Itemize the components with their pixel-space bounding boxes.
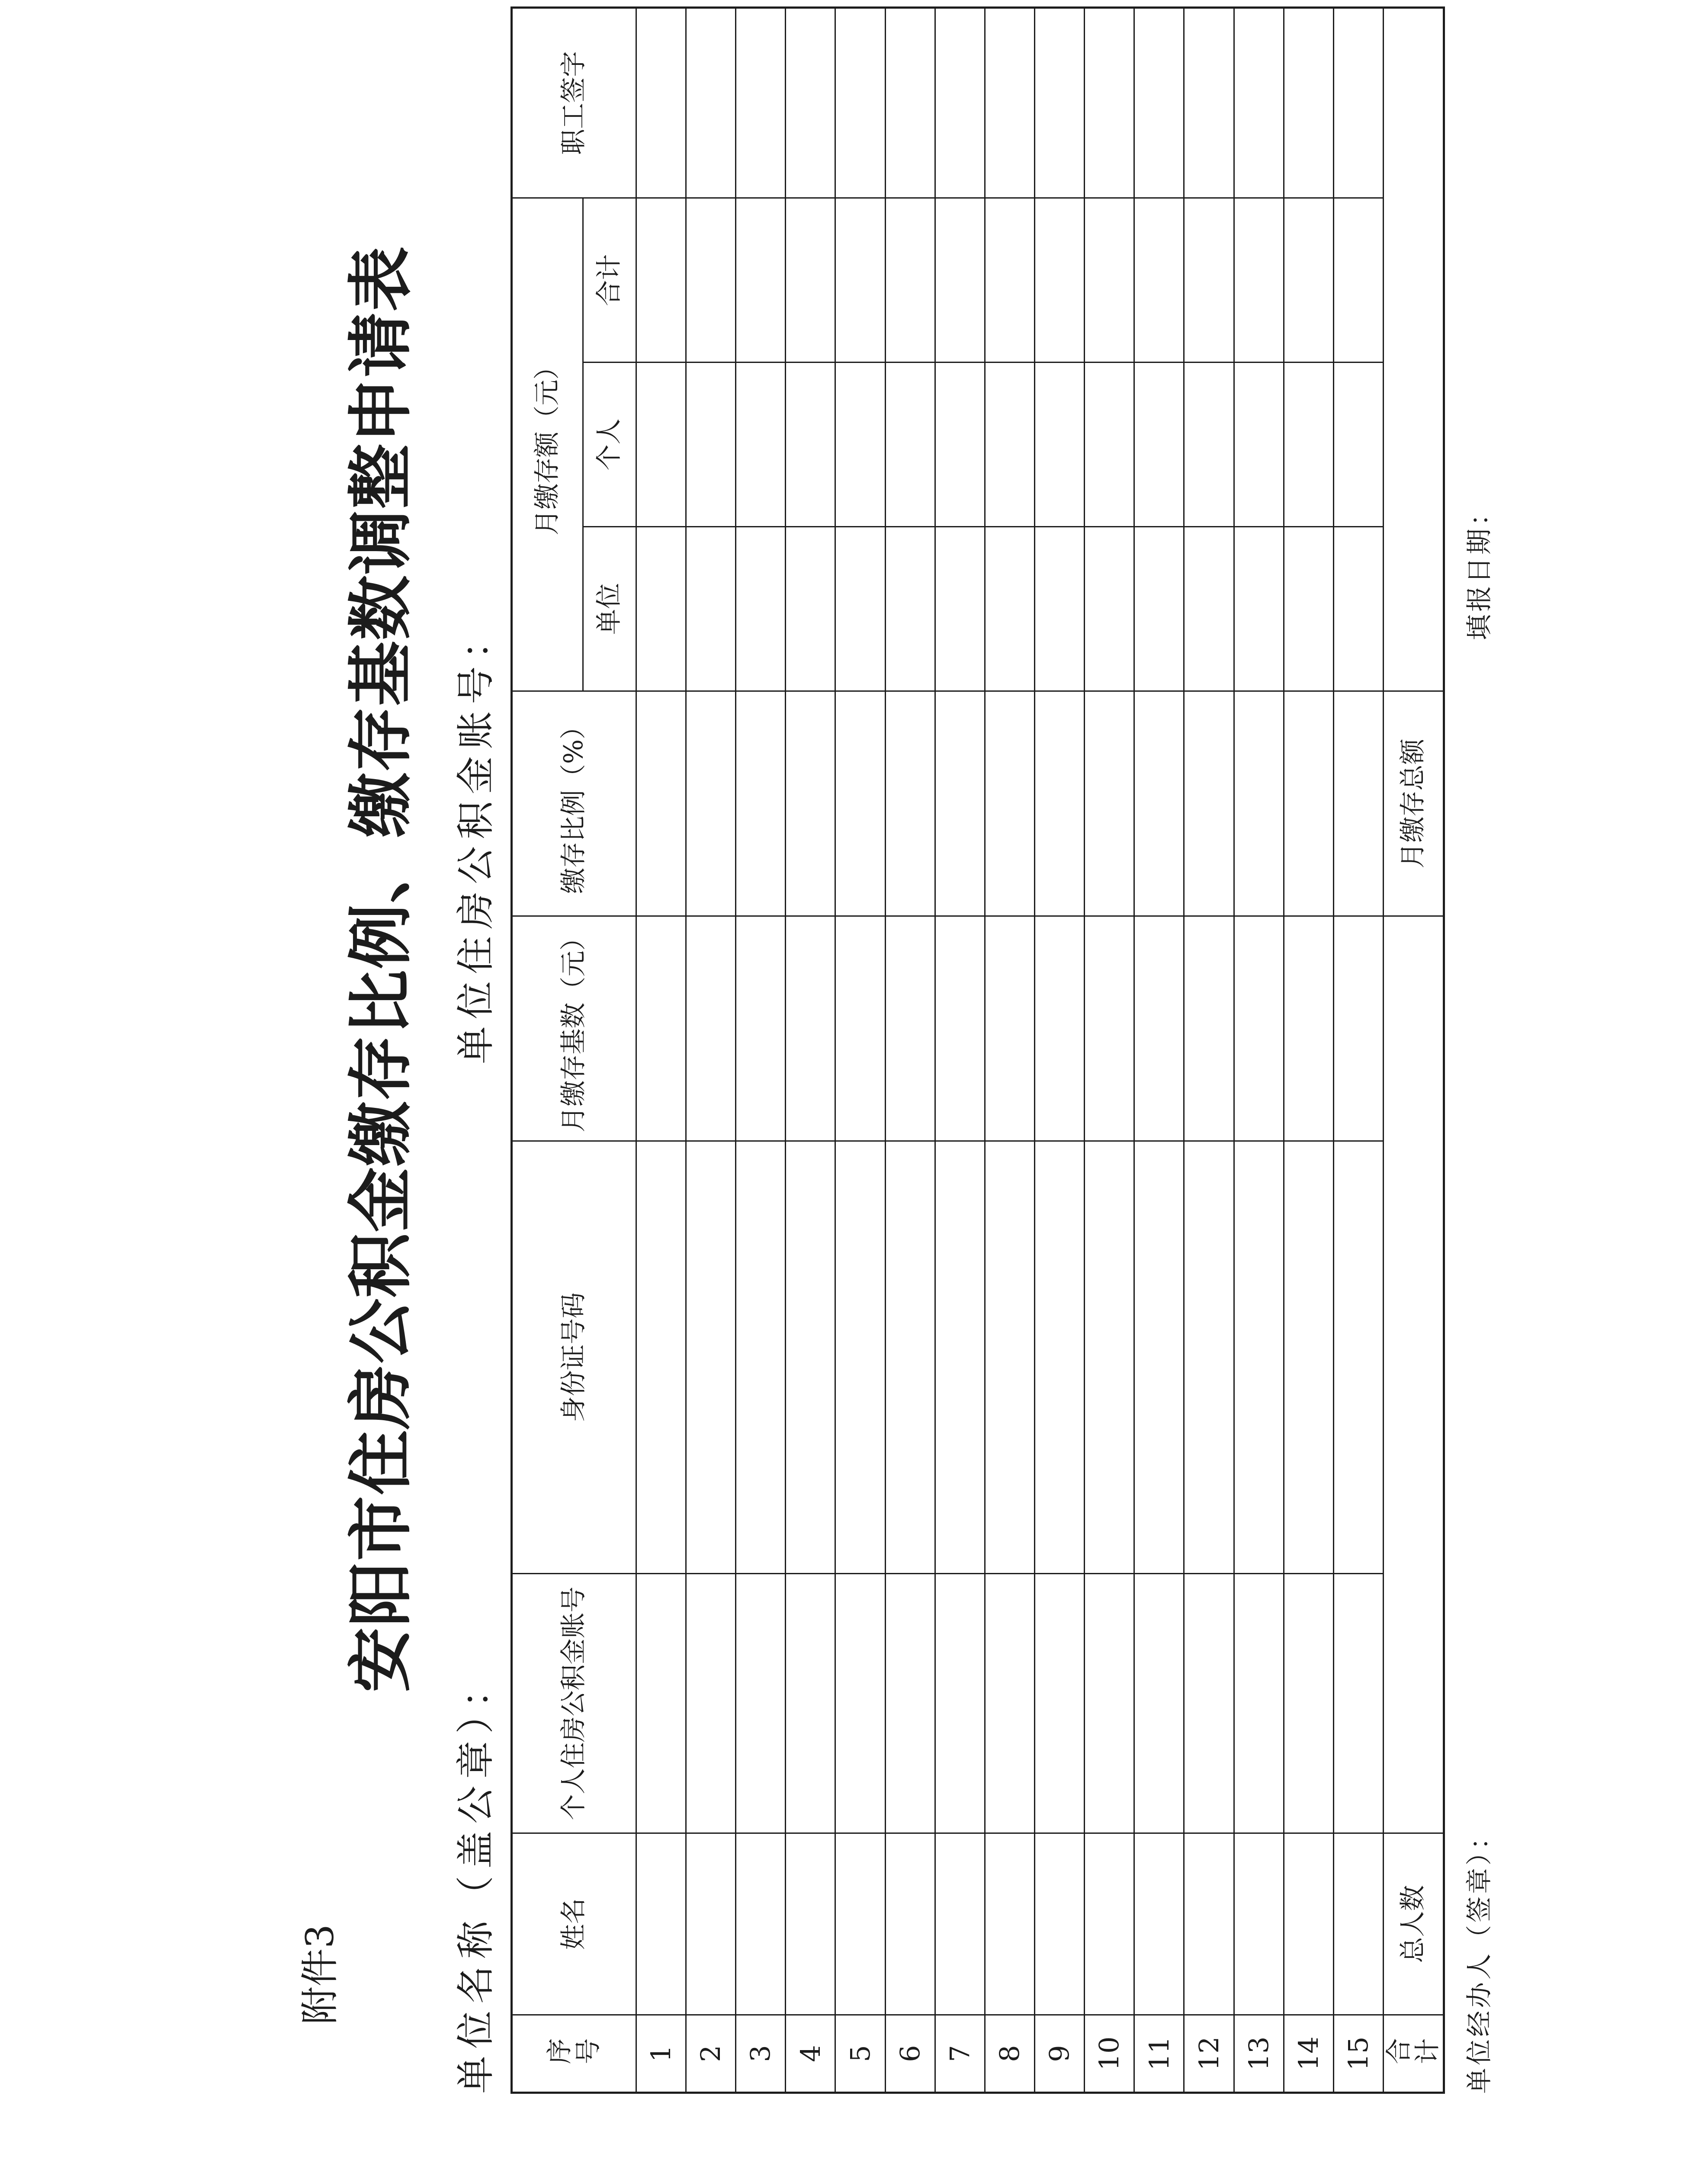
row-number: 11 (1134, 2015, 1184, 2093)
name-cell[interactable] (1234, 1833, 1284, 2015)
subtotal-cell[interactable] (835, 198, 885, 363)
personal-amount-cell[interactable] (1284, 363, 1333, 527)
monthly-base-cell[interactable] (1085, 916, 1134, 1141)
name-cell[interactable] (1085, 1833, 1134, 2015)
row-number: 3 (736, 2015, 786, 2093)
subtotal-cell[interactable] (686, 198, 736, 363)
table-row (636, 8, 686, 2093)
headcount-label: 总人数 (1383, 1833, 1444, 2015)
header-id-number: 身份证号码 (512, 1141, 636, 1574)
unit-amount-cell[interactable] (1085, 527, 1134, 691)
row-number: 4 (786, 2015, 835, 2093)
header-rate: 缴存比例（%） (512, 691, 636, 916)
name-cell[interactable] (736, 1833, 786, 2015)
monthly-base-cell[interactable] (1035, 916, 1085, 1141)
unit-amount-cell[interactable] (1134, 527, 1184, 691)
row-number: 5 (835, 2015, 885, 2093)
row-number: 9 (1035, 2015, 1085, 2093)
table-row (835, 8, 885, 2093)
name-cell[interactable] (1134, 1833, 1184, 2015)
headcount-value[interactable] (1383, 916, 1444, 1833)
personal-amount-cell[interactable] (1085, 363, 1134, 527)
id-number-cell[interactable] (1333, 1141, 1383, 1574)
monthly-base-cell[interactable] (636, 916, 686, 1141)
name-cell[interactable] (636, 1833, 686, 2015)
row-number: 14 (1284, 2015, 1333, 2093)
name-cell[interactable] (835, 1833, 885, 2015)
subtotal-cell[interactable] (1085, 198, 1134, 363)
id-number-cell[interactable] (1085, 1141, 1134, 1574)
total-row (1383, 8, 1444, 2093)
personal-account-cell[interactable] (1184, 1574, 1234, 1833)
subtotal-cell[interactable] (1035, 198, 1085, 363)
personal-account-cell[interactable] (786, 1574, 835, 1833)
row-number: 15 (1333, 2015, 1383, 2093)
subtotal-cell[interactable] (1333, 198, 1383, 363)
subtotal-cell[interactable] (1184, 198, 1234, 363)
table-row (1134, 8, 1184, 2093)
id-number-cell[interactable] (835, 1141, 885, 1574)
rate-cell[interactable] (786, 691, 835, 916)
table-row (1333, 8, 1383, 2093)
table-row (1085, 8, 1134, 2093)
id-number-cell[interactable] (1284, 1141, 1333, 1574)
fill-date-label: 填报日期： (1464, 497, 1495, 640)
personal-account-cell[interactable] (985, 1574, 1034, 1833)
row-number: 13 (1234, 2015, 1284, 2093)
name-cell[interactable] (1284, 1833, 1333, 2015)
header-monthly-base: 月缴存基数（元） (512, 916, 636, 1141)
unit-amount-cell[interactable] (835, 527, 885, 691)
personal-account-cell[interactable] (1234, 1574, 1284, 1833)
table-row (935, 8, 985, 2093)
header-name: 姓名 (512, 1833, 636, 2015)
personal-amount-cell[interactable] (985, 363, 1034, 527)
unit-amount-cell[interactable] (786, 527, 835, 691)
personal-account-cell[interactable] (835, 1574, 885, 1833)
rate-cell[interactable] (1134, 691, 1184, 916)
unit-amount-cell[interactable] (1234, 527, 1284, 691)
monthly-base-cell[interactable] (786, 916, 835, 1141)
rate-cell[interactable] (985, 691, 1034, 916)
personal-account-cell[interactable] (1134, 1574, 1184, 1833)
header-seq: 序号 (512, 2015, 636, 2093)
id-number-cell[interactable] (686, 1141, 736, 1574)
personal-amount-cell[interactable] (835, 363, 885, 527)
rate-cell[interactable] (1284, 691, 1333, 916)
header-personal-account: 个人住房公积金账号 (512, 1574, 636, 1833)
unit-amount-cell[interactable] (636, 527, 686, 691)
subtotal-cell[interactable] (1234, 198, 1284, 363)
id-number-cell[interactable] (1184, 1141, 1234, 1574)
monthly-base-cell[interactable] (1234, 916, 1284, 1141)
id-number-cell[interactable] (985, 1141, 1034, 1574)
header-row (512, 8, 583, 2093)
name-cell[interactable] (786, 1833, 835, 2015)
monthly-base-cell[interactable] (736, 916, 786, 1141)
personal-account-cell[interactable] (885, 1574, 935, 1833)
signature-cell[interactable] (1134, 8, 1184, 198)
unit-amount-cell[interactable] (1284, 527, 1333, 691)
personal-amount-cell[interactable] (935, 363, 985, 527)
signature-cell[interactable] (636, 8, 686, 198)
id-number-cell[interactable] (736, 1141, 786, 1574)
signature-cell[interactable] (985, 8, 1034, 198)
row-number: 6 (885, 2015, 935, 2093)
id-number-cell[interactable] (1234, 1141, 1284, 1574)
table-row (1035, 8, 1085, 2093)
handler-signature-label: 单位经办人（签章）： (1464, 1821, 1495, 2094)
personal-account-cell[interactable] (686, 1574, 736, 1833)
id-number-cell[interactable] (786, 1141, 835, 1574)
rate-cell[interactable] (1035, 691, 1085, 916)
unit-amount-cell[interactable] (885, 527, 935, 691)
row-number: 12 (1184, 2015, 1234, 2093)
monthly-total-value[interactable] (1383, 8, 1444, 691)
name-cell[interactable] (985, 1833, 1034, 2015)
subtotal-cell[interactable] (935, 198, 985, 363)
name-cell[interactable] (885, 1833, 935, 2015)
row-number: 2 (686, 2015, 736, 2093)
adjustment-table (510, 6, 1445, 2094)
id-number-cell[interactable] (885, 1141, 935, 1574)
unit-amount-cell[interactable] (935, 527, 985, 691)
id-number-cell[interactable] (1134, 1141, 1184, 1574)
name-cell[interactable] (935, 1833, 985, 2015)
subtotal-cell[interactable] (736, 198, 786, 363)
rate-cell[interactable] (885, 691, 935, 916)
monthly-base-cell[interactable] (935, 916, 985, 1141)
personal-account-cell[interactable] (636, 1574, 686, 1833)
header-unit: 单位 (583, 527, 636, 691)
table-row (885, 8, 935, 2093)
monthly-base-cell[interactable] (686, 916, 736, 1141)
header-monthly-amount: 月缴存额（元） (512, 198, 583, 691)
id-number-cell[interactable] (636, 1141, 686, 1574)
row-number: 7 (935, 2015, 985, 2093)
personal-amount-cell[interactable] (786, 363, 835, 527)
header-personal: 个人 (583, 363, 636, 527)
signature-cell[interactable] (935, 8, 985, 198)
total-label: 合计 (1383, 2015, 1444, 2093)
rate-cell[interactable] (1333, 691, 1383, 916)
name-cell[interactable] (686, 1833, 736, 2015)
personal-amount-cell[interactable] (1035, 363, 1085, 527)
unit-amount-cell[interactable] (1035, 527, 1085, 691)
signature-cell[interactable] (885, 8, 935, 198)
rate-cell[interactable] (1085, 691, 1134, 916)
signature-cell[interactable] (786, 8, 835, 198)
personal-amount-cell[interactable] (1184, 363, 1234, 527)
personal-account-cell[interactable] (1085, 1574, 1134, 1833)
monthly-base-cell[interactable] (985, 916, 1034, 1141)
form-sheet (329, 51, 1497, 2094)
personal-account-cell[interactable] (736, 1574, 786, 1833)
signature-cell[interactable] (1234, 8, 1284, 198)
row-number: 10 (1085, 2015, 1134, 2093)
personal-amount-cell[interactable] (1234, 363, 1284, 527)
signature-cell[interactable] (1184, 8, 1234, 198)
table-row (1284, 8, 1333, 2093)
monthly-base-cell[interactable] (835, 916, 885, 1141)
unit-name-label: 单位名称（盖公章）： (453, 1662, 498, 2094)
subtotal-cell[interactable] (885, 198, 935, 363)
personal-account-cell[interactable] (1284, 1574, 1333, 1833)
personal-amount-cell[interactable] (885, 363, 935, 527)
row-number: 1 (636, 2015, 686, 2093)
signature-cell[interactable] (1333, 8, 1383, 198)
id-number-cell[interactable] (1035, 1141, 1085, 1574)
name-cell[interactable] (1035, 1833, 1085, 2015)
personal-amount-cell[interactable] (1134, 363, 1184, 527)
monthly-base-cell[interactable] (1184, 916, 1234, 1141)
unit-amount-cell[interactable] (1184, 527, 1234, 691)
unit-amount-cell[interactable] (686, 527, 736, 691)
signature-cell[interactable] (686, 8, 736, 198)
signature-cell[interactable] (835, 8, 885, 198)
attachment-label: 附件3 (298, 1924, 342, 2025)
signature-cell[interactable] (1085, 8, 1134, 198)
table-row (786, 8, 835, 2093)
row-number: 8 (985, 2015, 1034, 2093)
signature-cell[interactable] (1284, 8, 1333, 198)
monthly-base-cell[interactable] (1333, 916, 1383, 1141)
name-cell[interactable] (1333, 1833, 1383, 2015)
form-title: 安阳市住房公积金缴存比例、缴存基数调整申请表 (343, 246, 419, 1693)
rate-cell[interactable] (1184, 691, 1234, 916)
rate-cell[interactable] (736, 691, 786, 916)
personal-amount-cell[interactable] (736, 363, 786, 527)
signature-cell[interactable] (736, 8, 786, 198)
personal-amount-cell[interactable] (1333, 363, 1383, 527)
table-row (1234, 8, 1284, 2093)
personal-amount-cell[interactable] (636, 363, 686, 527)
table-row (985, 8, 1034, 2093)
rate-cell[interactable] (835, 691, 885, 916)
unit-amount-cell[interactable] (985, 527, 1034, 691)
unit-amount-cell[interactable] (736, 527, 786, 691)
rate-cell[interactable] (935, 691, 985, 916)
personal-amount-cell[interactable] (686, 363, 736, 527)
header-subtotal: 合计 (583, 198, 636, 363)
subtotal-cell[interactable] (636, 198, 686, 363)
monthly-total-label: 月缴存总额 (1383, 691, 1444, 916)
subtotal-cell[interactable] (1134, 198, 1184, 363)
name-cell[interactable] (1184, 1833, 1234, 2015)
id-number-cell[interactable] (935, 1141, 985, 1574)
personal-account-cell[interactable] (1035, 1574, 1085, 1833)
signature-cell[interactable] (1035, 8, 1085, 198)
rate-cell[interactable] (636, 691, 686, 916)
subtotal-cell[interactable] (1284, 198, 1333, 363)
personal-account-cell[interactable] (1333, 1574, 1383, 1833)
table-row (686, 8, 736, 2093)
unit-account-label: 单位住房公积金账号： (453, 614, 498, 1064)
header-signature: 职工签字 (512, 8, 636, 198)
subtotal-cell[interactable] (985, 198, 1034, 363)
rate-cell[interactable] (686, 691, 736, 916)
monthly-base-cell[interactable] (1134, 916, 1184, 1141)
table-row (736, 8, 786, 2093)
rate-cell[interactable] (1234, 691, 1284, 916)
subtotal-cell[interactable] (786, 198, 835, 363)
table-row (1184, 8, 1234, 2093)
monthly-base-cell[interactable] (885, 916, 935, 1141)
unit-amount-cell[interactable] (1333, 527, 1383, 691)
personal-account-cell[interactable] (935, 1574, 985, 1833)
monthly-base-cell[interactable] (1284, 916, 1333, 1141)
